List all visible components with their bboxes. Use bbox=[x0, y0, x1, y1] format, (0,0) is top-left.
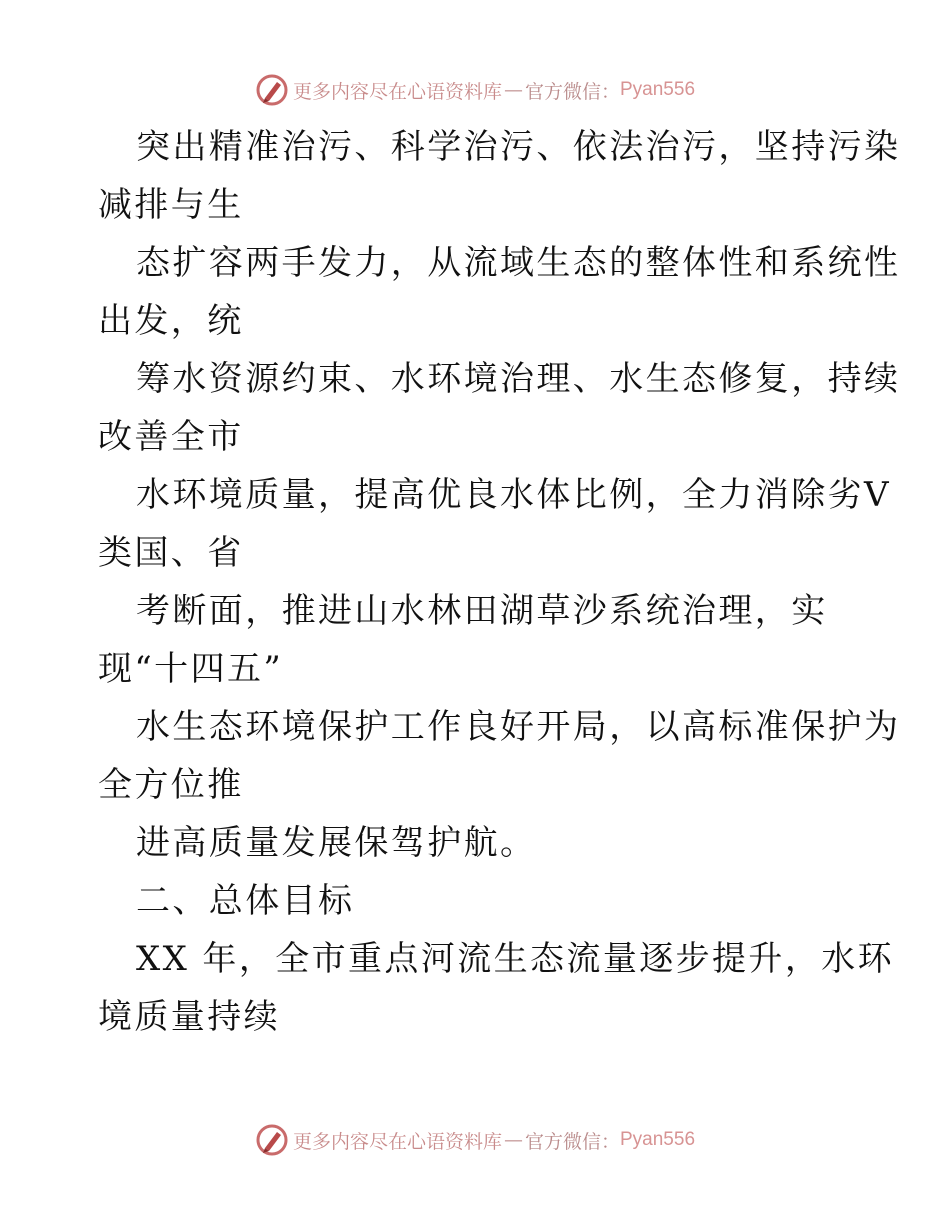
body-line: 筹水资源约束、水环境治理、水生态修复，持续 bbox=[136, 359, 901, 399]
watermark-id: Pyan556 bbox=[620, 1129, 696, 1150]
watermark-separator: — bbox=[503, 79, 523, 101]
body-line: 现“十四五” bbox=[98, 649, 284, 689]
pen-circle-logo-icon bbox=[255, 1123, 289, 1157]
body-line: 考断面，推进山水林田湖草沙系统治理，实 bbox=[136, 591, 828, 631]
watermark-brand: 更多内容尽在心语资料库 bbox=[292, 80, 502, 103]
body-line: 态扩容两手发力，从流域生态的整体性和系统性 bbox=[136, 243, 901, 283]
pen-circle-logo-icon bbox=[255, 73, 289, 107]
watermark-brand: 更多内容尽在心语资料库 bbox=[292, 1130, 502, 1153]
body-line: 境质量持续 bbox=[98, 997, 280, 1037]
watermark-label: 官方微信： bbox=[524, 80, 620, 103]
body-line: 类国、省 bbox=[98, 533, 244, 573]
watermark-label: 官方微信： bbox=[524, 1130, 620, 1153]
body-line: 水环境质量，提高优良水体比例，全力消除劣Ⅴ bbox=[136, 475, 891, 515]
body-line: 减排与生 bbox=[98, 185, 244, 225]
body-line: 出发，统 bbox=[98, 301, 244, 341]
document-body bbox=[98, 118, 901, 1046]
watermark-id: Pyan556 bbox=[620, 79, 696, 100]
body-line: 突出精准治污、科学治污、依法治污，坚持污染 bbox=[136, 127, 901, 167]
section-heading: 二、总体目标 bbox=[136, 881, 355, 921]
body-line: XX 年，全市重点河流生态流量逐步提升，水环 bbox=[136, 939, 895, 979]
header-watermark bbox=[0, 70, 950, 110]
body-line: 改善全市 bbox=[98, 417, 244, 457]
body-line: 进高质量发展保驾护航。 bbox=[136, 823, 537, 863]
footer-watermark bbox=[0, 1120, 950, 1160]
body-line: 全方位推 bbox=[98, 765, 244, 805]
body-line: 水生态环境保护工作良好开局，以高标准保护为 bbox=[136, 707, 901, 747]
watermark-separator: — bbox=[503, 1129, 523, 1151]
